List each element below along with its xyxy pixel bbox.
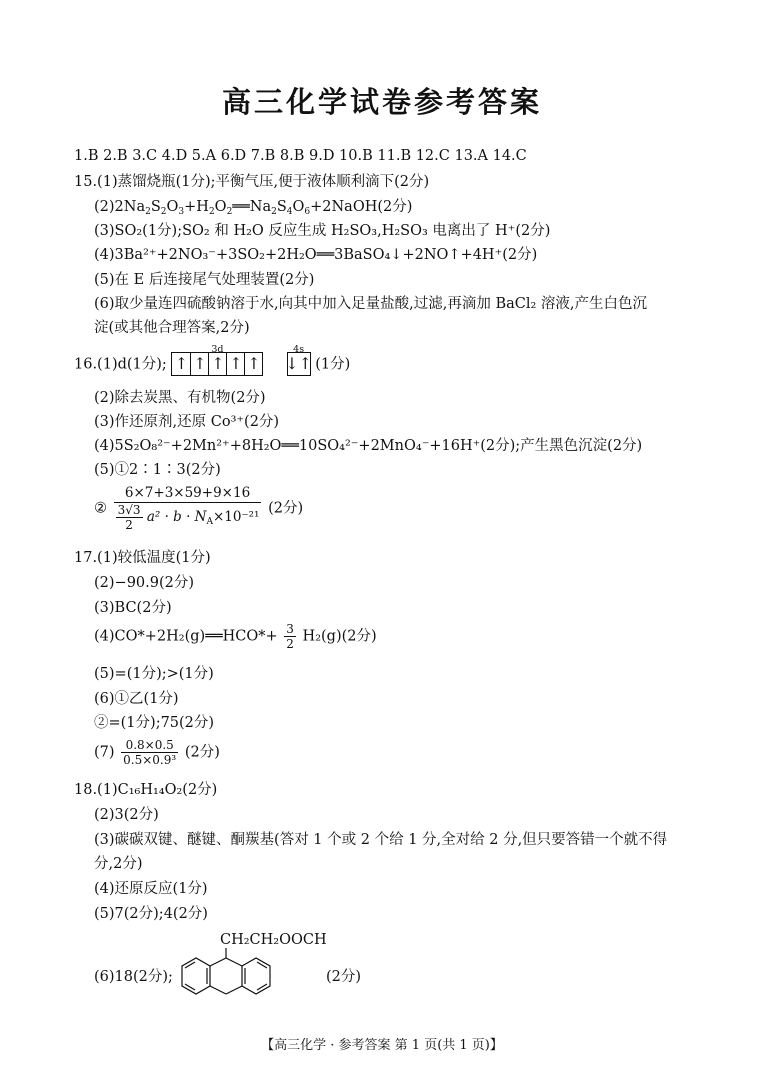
three-halves-fraction: $\frac{3}{2}$ [286,622,294,651]
q15-part2: $(2)2Na_2S_2O_3+H_2O_2══Na_2S_4O_6+2NaOH(2$分) [94,199,413,217]
q15-part5: (5)在 E 后连接尾气处理装置(2分) [94,272,315,288]
orbital-up-arrow: ↑ [244,353,262,375]
q16-part2: (2)除去炭黑、有机物(2分) [94,390,266,406]
orbital-up-arrow: ↑ [190,353,208,375]
equilibrium-fraction: $\frac{0.8\times 0.5}{\text{0.5×0.9³}}$ [123,738,177,767]
q18-part4: (4)还原反应(1分) [94,881,208,897]
q18-part1: 18.(1)C₁₆H₁₄O₂(2分) [74,782,218,798]
q15-part3: (3)SO₂(1分);SO₂ 和 H₂O 反应生成 H₂SO₃,H₂SO₃ 电离出了 H⁺(2分) [94,223,551,239]
q15-part4: (4)3Ba²⁺+2NO₃⁻+3SO₂+2H₂O══3BaSO₄↓+2NO↑+4H⁺(2分) [94,247,538,263]
q18-part3-line2: 分,2分) [94,856,143,872]
orbital-up-arrow: ↑ [226,353,244,375]
q17-part2: (2)−90.9(2分) [94,575,195,591]
page-title: 高三化学试卷参考答案 [221,85,542,119]
q15-part1: 15.(1)蒸馏烧瓶(1分);平衡气压,便于液体顺利滴下(2分) [74,174,430,190]
page-footer: 【高三化学 · 参考答案 第 1 页(共 1 页)】 [261,1038,503,1053]
q16-part3: (3)作还原剂,还原 Co³⁺(2分) [94,414,280,430]
q16-part4: (4)5S₂O₈²⁻+2Mn²⁺+8H₂O══10SO₄²⁻+2MnO₄⁻+16H⁺(2分);产生黑色沉淀(2分) [94,438,643,454]
q16-part5: (5)①2∶1∶3(2分) [94,462,221,478]
q18-part3-line1: (3)碳碳双键、醚键、酮羰基(答对 1 个或 2 个给 1 分,全对给 2 分,但只要答错一个就不得 [94,832,668,848]
q18-part6-score: (2分) [326,969,362,985]
q17-part5: (5)=(1分);>(1分) [94,666,214,682]
orbital-up-arrow: ↑ [174,354,189,373]
substituent-label: CH₂CH₂OOCH [220,932,327,948]
mc-answers: 1.B 2.B 3.C 4.D 5.A 6.D 7.B 8.B 9.D 10.B 11.B 12.C 13.A 14.C [74,148,527,164]
q16-part1: 16.(1)d(1分); 3d ↑ ↑ ↑ ↑ ↑ 4s ↓↑ (1分) [74,352,350,377]
orbital-3d: 3d ↑ ↑ ↑ ↑ ↑ [171,352,263,377]
dihydroanthracene-structure [180,948,272,1006]
q15-part6-line2: 淀(或其他合理答案,2分) [94,320,250,336]
q18-part5: (5)7(2分);4(2分) [94,906,208,922]
q15-part6-line1: (6)取少量连四硫酸钠溶于水,向其中加入足量盐酸,过滤,再滴加 BaCl₂ 溶液,产生白色沉 [94,296,648,312]
orbital-paired-arrows: ↓↑ [285,354,313,373]
q17-part3: (3)BC(2分) [94,600,172,616]
q17-part1: 17.(1)较低温度(1分) [74,550,211,566]
q17-part7: (7) $\frac{0.8\times 0.5}{\text{0.5×0.9³}}$ (2分) [94,738,220,767]
orbital-4s: 4s ↓↑ [287,352,311,377]
q17-part6-2: ②=(1分);75(2分) [94,715,215,731]
orbital-up-arrow: ↑ [208,353,226,375]
q18-part2: (2)3(2分) [94,807,159,823]
q17-part6: (6)①乙(1分) [94,691,179,707]
density-fraction: 6×7+3×59+9×16 $\frac{3√3}{2}$ $a^2 \cdot b \cdot N_A\times 10^{-21}$ [114,485,262,532]
q18-part6-prefix: (6)18(2分); [94,969,173,985]
q17-part4: (4)CO*+2H₂(g)══HCO*+ $\frac{3}{2}$ H₂(g)(2分) [94,622,377,651]
q16-part6: ② 6×7+3×59+9×16 $\frac{3√3}{2}$ $a^2 \cdot b \cdot N_A\times 10^{-21}$ (2分) [94,485,304,532]
